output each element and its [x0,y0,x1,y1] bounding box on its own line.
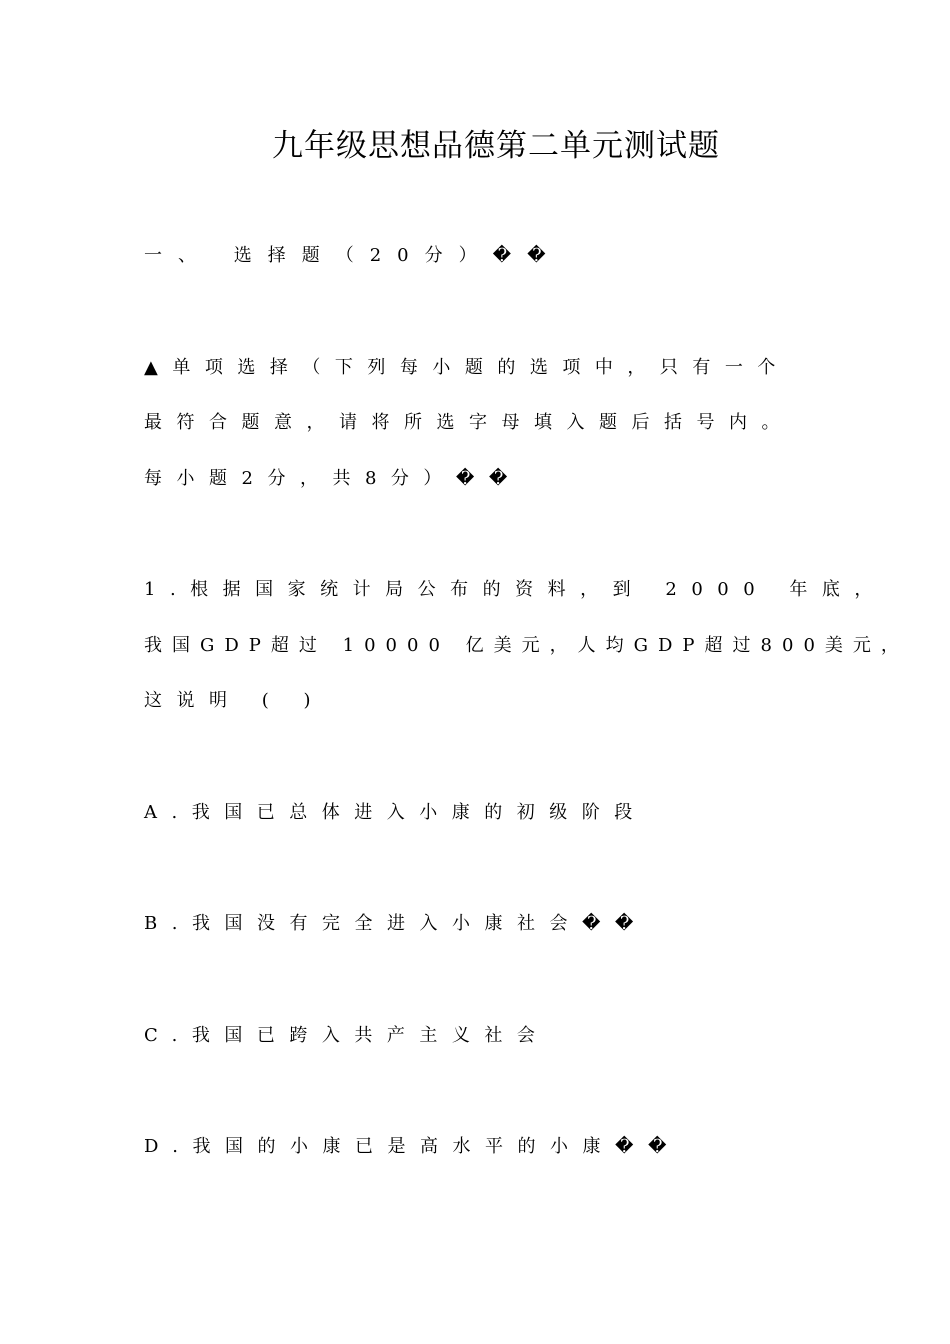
instruction-line: 最符合题意，请将所选字母填入题后括号内。 [144,412,794,433]
instruction-line: ▲单项选择（下列每小题的选项中，只有一个 [144,357,790,378]
instruction-line: 每小题2分，共8分）�� [144,468,522,489]
option-c: C.我国已跨入共产主义社会 [144,1025,550,1046]
question-stem-line: 1.根据国家统计局公布的资料，到 2000 年底， [144,579,887,600]
option-d: D.我国的小康已是高水平的小康�� [144,1136,681,1157]
section-heading: 一、 选择题（20分）�� [144,245,562,266]
document-title: 九年级思想品德第二单元测试题 [272,128,720,164]
option-a: A.我国已总体进入小康的初级阶段 [144,802,647,823]
question-stem-line: 我国GDP超过 10000 亿美元，人均GDP超过800美元， [144,635,909,656]
question-stem-line: 这说明 ( ) [144,690,325,711]
option-b: B.我国没有完全进入小康社会�� [144,913,648,934]
